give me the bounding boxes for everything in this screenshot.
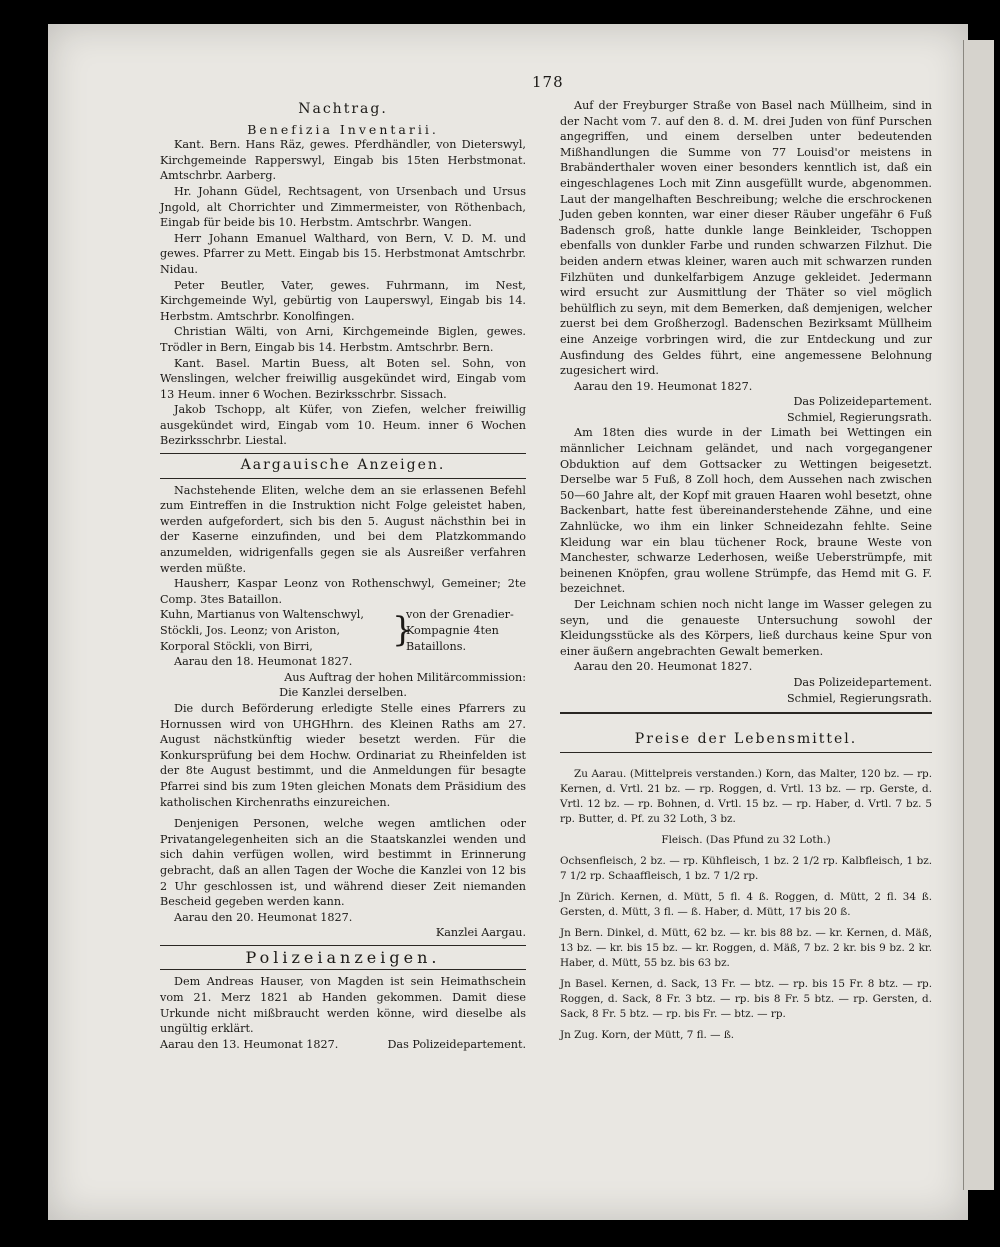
preise-heading: Preise der Lebensmittel. (634, 731, 858, 748)
entry-basel-buess: Kant. Basel. Martin Buess, alt Boten sel. Sohn, von Wenslingen, welcher freiwillig ausgekündet wird, Eingab vom 13 Heum. inner 6 Wochen. Bezirksschrbr. Sissach. (160, 356, 526, 401)
aargau-heading: Aargauische Anzeigen. (240, 457, 446, 474)
section-divider (560, 752, 932, 753)
corpse-date: Aarau den 20. Heumonat 1827. (574, 660, 753, 674)
price-basel: Jn Basel. Kernen, d. Sack, 13 Fr. — btz. — rp. bis 15 Fr. 8 btz. — rp. Roggen, d. Sack, 8 Fr. 3 btz. — rp. bis 8 Fr. 5 btz. — rp. Gersten, d. Sack, 8 Fr. 5 btz. — rp. bis Fr. — btz. — rp. (560, 977, 932, 1020)
aargau-hausherr: Hausherr, Kaspar Leonz von Rothenschwyl, Gemeiner; 2te Comp. 3tes Bataillon. (160, 577, 526, 606)
corpse-signature-1: Das Polizeidepartement. (793, 675, 932, 689)
section-divider (160, 945, 526, 946)
polizei-heading: Polizeianzeigen. (245, 947, 441, 967)
page-number: 178 (532, 73, 564, 91)
section-divider (160, 453, 526, 454)
price-fleisch-heading: Fleisch. (Das Pfund zu 32 Loth.) (661, 833, 831, 846)
kanzlei-aargau-signature: Kanzlei Aargau. (435, 926, 526, 940)
grenadier-list (160, 607, 526, 654)
entry-waelti: Christian Wälti, von Arni, Kirchgemeinde Biglen, gewes. Trödler in Bern, Eingab bis 14. Herbstm. Amtschrbr. Bern. (160, 325, 526, 354)
entry-tschopp: Jakob Tschopp, alt Küfer, von Ziefen, welcher freiwillig ausgekündet wird, Eingab vom 10. Heum. inner 6 Wochen Bezirksschrbr. Liestal. (160, 403, 526, 448)
entry-guedel: Hr. Johann Güdel, Rechtsagent, von Ursenbach und Ursus Jngold, alt Chorrichter und Zimmermeister, von Röthenbach, Eingab für beide bis 10. Herbstm. Amtschrbr. Wangen. (160, 184, 526, 230)
price-fleisch: Ochsenfleisch, 2 bz. — rp. Kühfleisch, 1 bz. 2 1/2 rp. Kalbfleisch, 1 bz. 7 1/2 rp. Schaaffleisch, 1 bz. 7 1/2 rp. (560, 854, 932, 882)
nachtrag-heading: Nachtrag. (298, 101, 388, 117)
corpse-notice: Am 18ten dies wurde in der Limath bei Wettingen ein männlicher Leichnam geländet, und nach vorgegangener Obduktion auf dem Gottsacker zu Wettingen beigesetzt. Derselbe war 5 Fuß, 8 Zoll hoch, dem Aussehen nach zwischen 50—60 Jahre alt, der Kopf mit grauen Haaren wohl besetzt, ohne Backenbart, hatte fest übereinanderstehende Zähne, und eine Zahnlücke, wo ihm ein linker Schneidezahn fehlte. Seine Kleidung war ein blau tüchener Rock, braune Weste von Manchester, schwarze Lederhosen, weiße Ueberstrümpfe, mit beinenen Knöpfen, grau wollene Strümpfe, das Hemd mit G. F. bezeichnet. (560, 426, 932, 596)
staatskanzlei-notice: Denjenigen Personen, welche wegen amtlichen oder Privatangelegenheiten sich an die Staatskanzlei wenden und sich dahin verfügen wollen, wird bestimmt in Erinnerung gebracht, daß an allen Tagen der Woche die Kanzlei von 12 bis 2 Uhr geschlossen ist, und während dieser Zeit niemanden Bescheid gegeben werden kann. (160, 817, 526, 909)
hauser-notice: Dem Andreas Hauser, von Magden ist sein Heimathschein vom 21. Merz 1821 ab Handen gekommen. Damit diese Urkunde nicht mißbraucht werden könne, wird dieselbe als ungültig erklärt. (160, 975, 526, 1036)
entry-walthard: Herr Johann Emanuel Walthard, von Bern, V. D. M. und gewes. Pfarrer zu Mett. Eingab bis 15. Herbstmonat Amtschrbr. Nidau. (160, 231, 526, 276)
brace-glyph: } (392, 610, 414, 651)
nachtrag-subheading: Benefizia Inventarii. (247, 121, 439, 137)
robbery-signature-1: Das Polizeidepartement. (793, 395, 932, 409)
grenadier-name: Kuhn, Martianus von Waltenschwyl, (160, 608, 364, 622)
pfarrer-notice: Die durch Beförderung erledigte Stelle eines Pfarrers zu Hornussen wird von UHGHhrn. des Kleinen Raths am 27. August nächstkünftig wieder besetzt werden. Für die Konkursprüfung bei dem Hochw. Ordinariat zu Rheinfelden ist der 8te August bestimmt, und die Anmeldungen für besagte Pfarrei sind bis zum 19ten gleichen Monats dem Präsidium des katholischen Kirchenraths einzureichen. (160, 701, 526, 809)
right-column (560, 98, 932, 1043)
entry-bern-raez: Kant. Bern. Hans Räz, gewes. Pferdhändler, von Dieterswyl, Kirchgemeinde Rapperswyl, Eingab bis 15ten Herbstmonat. Amtschrbr. Aarberg. (160, 138, 526, 183)
entry-beutler: Peter Beutler, Vater, gewes. Fuhrmann, im Nest, Kirchgemeinde Wyl, gebürtig von Lauperswyl, Eingab bis 14. Herbstm. Amtschrbr. Konolfingen. (160, 278, 526, 323)
price-aarau: Zu Aarau. (Mittelpreis verstanden.) Korn, das Malter, 120 bz. — rp. Kernen, d. Vrtl. 21 bz. — rp. Roggen, d. Vrtl. 13 bz. — rp. Gerste, d. Vrtl. 12 bz. — rp. Bohnen, d. Vrtl. 15 bz. — rp. Haber, d. Vrtl. 7 bz. 5 rp. Butter, d. Pf. zu 32 Loth, 3 bz. (560, 767, 932, 825)
corpse-signature-2: Schmiel, Regierungsrath. (787, 691, 932, 705)
hauser-signature: Das Polizeidepartement. (387, 1037, 526, 1051)
hauser-date: Aarau den 13. Heumonat 1827. (160, 1037, 339, 1051)
adjacent-page-edge (963, 40, 994, 1190)
aargau-eliten-notice: Nachstehende Eliten, welche dem an sie erlassenen Befehl zum Eintreffen in die Instruktion nicht Folge geleistet haben, werden aufgefordert, sich bis den 5. August nächsthin bei in der Kaserne einzufinden, und bei dem Platzkommando anzumelden, widrigenfalls gegen sie als Ausreißer verfahren werden müßte. (160, 483, 526, 575)
robbery-date: Aarau den 19. Heumonat 1827. (574, 379, 753, 393)
hauser-footer (160, 1037, 526, 1053)
aargau-commission: Aus Auftrag der hohen Militärcommission: (284, 670, 526, 684)
aargau-kanzlei: Die Kanzlei derselben. (279, 686, 407, 700)
aargau-date-2: Aarau den 20. Heumonat 1827. (174, 910, 353, 924)
left-column (160, 98, 526, 1052)
grenadier-name: Stöckli, Jos. Leonz; von Ariston, (160, 624, 341, 637)
section-divider (160, 478, 526, 479)
aargau-date-1: Aarau den 18. Heumonat 1827. (174, 655, 353, 669)
grenadier-name: Korporal Stöckli, von Birri, (160, 639, 313, 653)
price-zuerich: Jn Zürich. Kernen, d. Mütt, 5 fl. 4 ß. Roggen, d. Mütt, 2 fl. 34 ß. Gersten, d. Mütt, 3 fl. — ß. Haber, d. Mütt, 17 bis 20 ß. (560, 890, 932, 918)
corpse-examination: Der Leichnam schien noch nicht lange im Wasser gelegen zu seyn, und die genaueste Untersuchung sowohl der Kleidungsstücke als des Körpers, ließ durchaus keine Spur von einer äußern angebrachten Gewalt bemerken. (560, 598, 932, 658)
price-zug: Jn Zug. Korn, der Mütt, 7 fl. — ß. (560, 1028, 735, 1041)
price-bern: Jn Bern. Dinkel, d. Mütt, 62 bz. — kr. bis 88 bz. — kr. Kernen, d. Mäß, 13 bz. — kr. bis 15 bz. — kr. Roggen, d. Mäß, 7 bz. 2 kr. bis 9 bz. 2 kr. Haber, d. Mütt, 55 bz. bis 63 bz. (560, 926, 932, 969)
grenadier-names (160, 607, 392, 654)
grenadier-unit: von der Grenadier-Kompagnie 4ten Bataillons. (406, 608, 514, 653)
section-divider (160, 969, 526, 970)
robbery-notice: Auf der Freyburger Straße von Basel nach Müllheim, sind in der Nacht vom 7. auf den 8. d. M. drei Juden von fünf Purschen angegriffen, und einem derselben unter bedeutenden Mißhandlungen die Summe von 77 Louisd'or meistens in Brabänderthaler woven einer besonders kenntlich ist, daß ein eingeschlagenes Loch mit Zinn ausgefüllt wurde, abgenommen. Laut der mangelhaften Beschreibung; welche die erschrockenen Juden geben konnten, war einer dieser Räuber ungefähr 6 Fuß Badensch groß, hatte dunkle lange Beinkleider, Tschoppen ebenfalls von dunkler Farbe und runden schwarzen Filzhut. Die beiden andern etwas kleiner, waren auch mit schwarzen runden Filzhüten und dunkelfarbigem Anzuge gekleidet. Jedermann wird ersucht zur Ausmittlung der Thäter so viel möglich behülflich zu seyn, mit dem Bemerken, daß demjenigen, welcher zuerst bei dem Großherzogl. Badenschen Bezirksamt Müllheim eine Anzeige vorbringen wird, die zur Entdeckung und zur Ausfindung des Geldes führt, eine angemessene Belohnung zugesichert wird. (560, 99, 932, 378)
robbery-signature-2: Schmiel, Regierungsrath. (787, 410, 932, 424)
